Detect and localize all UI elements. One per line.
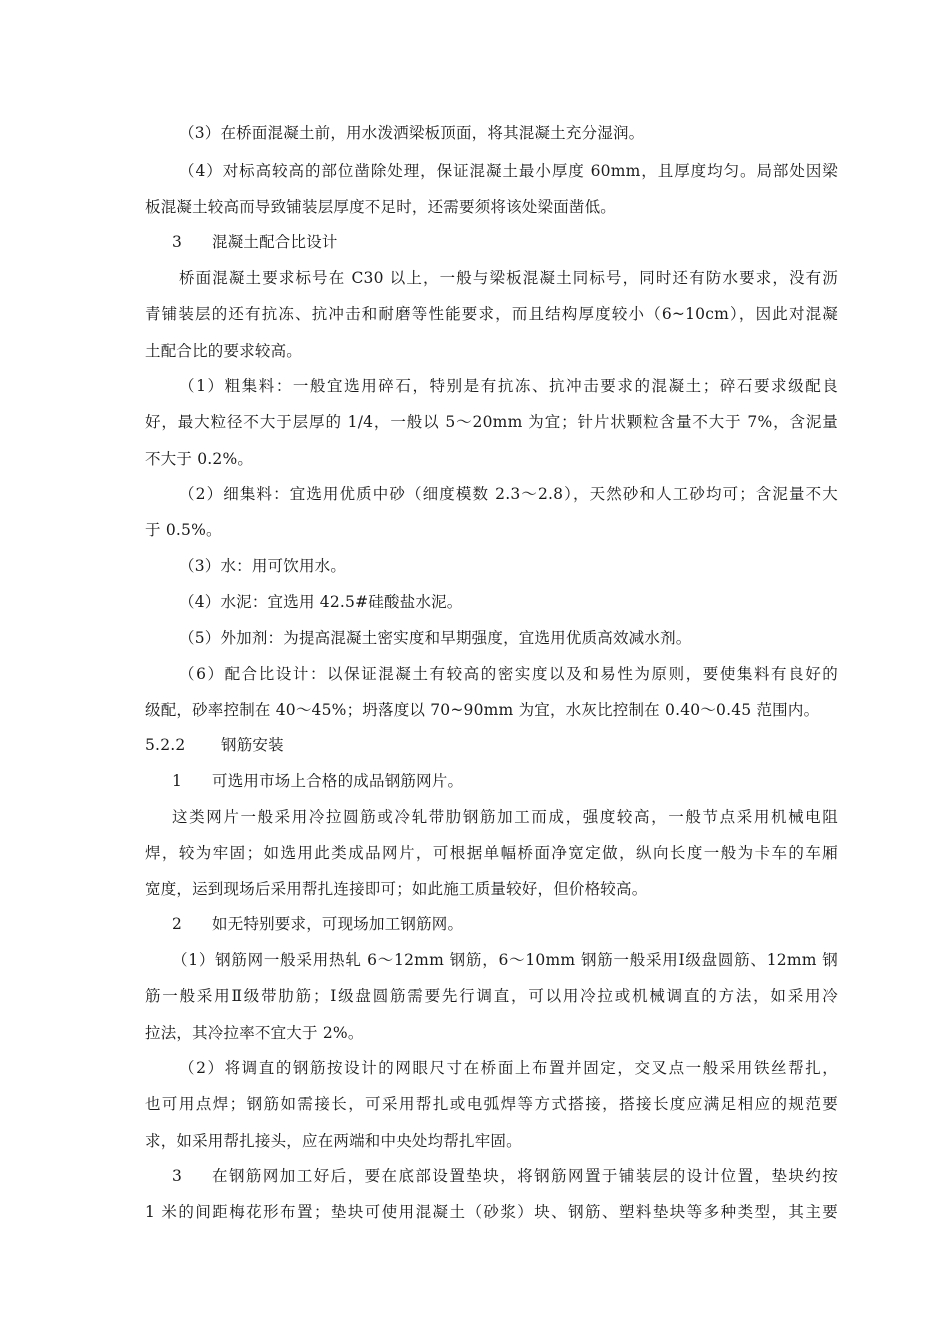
paragraph-line: （2）将调直的钢筋按设计的网眼尺寸在桥面上布置并固定，交叉点一般采用铁丝帮扎， [179,1059,838,1077]
paragraph-line: （3）在桥面混凝土前，用水泼洒梁板顶面，将其混凝土充分湿润。 [179,124,645,142]
paragraph-line: （4）对标高较高的部位凿除处理，保证混凝土最小厚度 60mm，且厚度均匀。局部处因梁 [179,162,838,180]
paragraph-line: 宽度，运到现场后采用帮扎连接即可；如此施工质量较好，但价格较高。 [145,880,648,898]
section-heading: 5.2.2 钢筋安装 [145,736,284,754]
paragraph-line: 这类网片一般采用冷拉圆筋或冷轧带肋钢筋加工而成，强度较高，一般节点采用机械电阻 [172,808,838,826]
paragraph-line: （1）钢筋网一般采用热轧 6～12mm 钢筋，6～10mm 钢筋一般采用Ⅰ级盘圆筋、12mm 钢 [172,951,838,969]
paragraph-line: （3）水：用可饮用水。 [179,557,347,575]
paragraph-line: （1）粗集料：一般宜选用碎石，特别是有抗冻、抗冲击要求的混凝土；碎石要求级配良 [179,377,838,395]
paragraph-line: （2）细集料：宜选用优质中砂（细度模数 2.3～2.8），天然砂和人工砂均可；含泥量不大 [179,485,838,503]
paragraph-line: 求，如采用帮扎接头，应在两端和中央处均帮扎牢固。 [145,1132,522,1150]
paragraph-line: 1 米的间距梅花形布置；垫块可使用混凝土（砂浆）块、钢筋、塑料垫块等多种类型，其主要 [145,1203,838,1221]
subsection-heading: 1 可选用市场上合格的成品钢筋网片。 [172,772,464,790]
paragraph-line: 板混凝土较高而导致铺装层厚度不足时，还需要须将该处梁面凿低。 [145,198,617,216]
paragraph-line: 不大于 0.2%。 [145,450,254,468]
paragraph-line: 焊，较为牢固；如选用此类成品网片，可根据单幅桥面净宽定做，纵向长度一般为卡车的车厢 [145,844,838,862]
paragraph-line: 于 0.5%。 [145,521,222,539]
paragraph-line: 筋一般采用Ⅱ级带肋筋；Ⅰ级盘圆筋需要先行调直，可以用冷拉或机械调直的方法，如采用冷 [145,987,838,1005]
section-heading: 3 混凝土配合比设计 [172,233,338,251]
paragraph-line: 也可用点焊；钢筋如需接长，可采用帮扎或电弧焊等方式搭接，搭接长度应满足相应的规范要 [145,1095,838,1113]
paragraph-line: 土配合比的要求较高。 [145,342,303,360]
paragraph-line: 青铺装层的还有抗冻、抗冲击和耐磨等性能要求，而且结构厚度较小（6~10cm），因此对混凝 [145,305,838,323]
subsection-heading: 3 在钢筋网加工好后，要在底部设置垫块，将钢筋网置于铺装层的设计位置，垫块约按 [172,1167,838,1185]
paragraph-line: 好，最大粒径不大于层厚的 1/4，一般以 5～20mm 为宜；针片状颗粒含量不大于 7%，含泥量 [145,413,838,431]
paragraph-line: 拉法，其冷拉率不宜大于 2%。 [145,1024,364,1042]
paragraph-line: （6）配合比设计：以保证混凝土有较高的密实度以及和易性为原则，要使集料有良好的 [179,665,838,683]
paragraph-line: 桥面混凝土要求标号在 C30 以上，一般与梁板混凝土同标号，同时还有防水要求，没有沥 [179,269,838,287]
paragraph-line: 级配，砂率控制在 40～45%；坍落度以 70~90mm 为宜，水灰比控制在 0.40～0.45 范围内。 [145,701,820,719]
paragraph-line: （5）外加剂：为提高混凝土密实度和早期强度，宜选用优质高效减水剂。 [179,629,692,647]
subsection-heading: 2 如无特别要求，可现场加工钢筋网。 [172,915,464,933]
paragraph-line: （4）水泥：宜选用 42.5#硅酸盐水泥。 [179,593,463,611]
